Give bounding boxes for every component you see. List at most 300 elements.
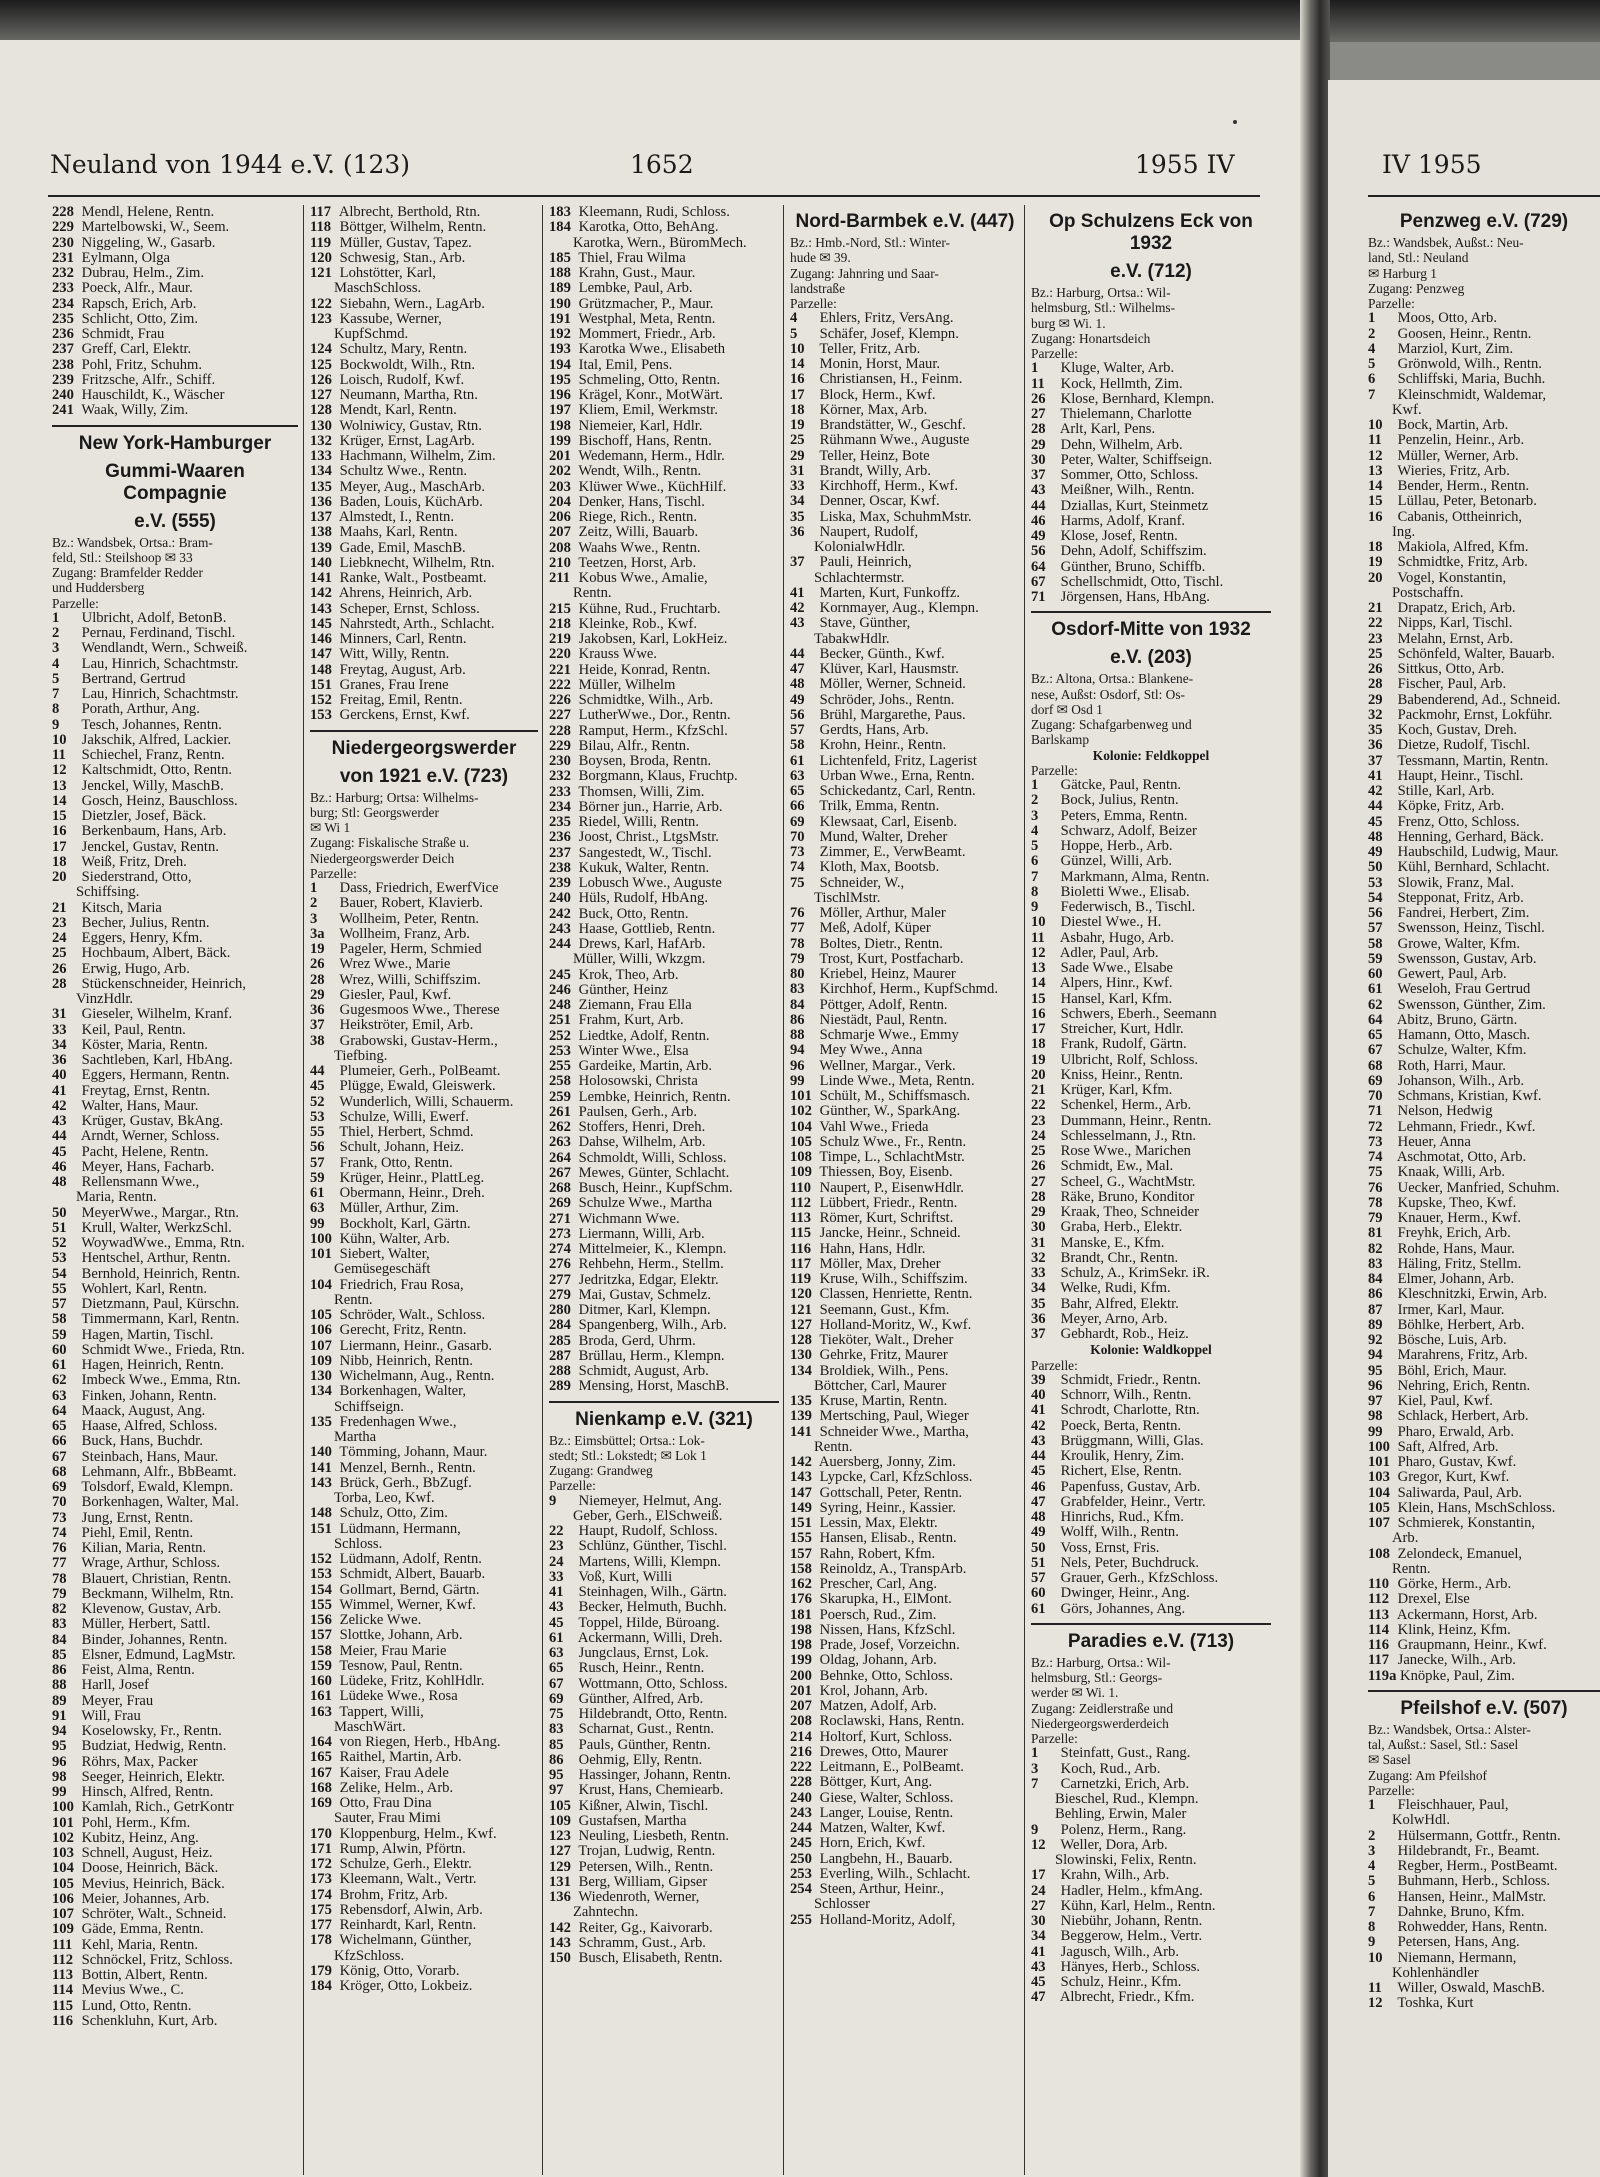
plot-number: 118 [310, 220, 332, 236]
plot-entry [549, 1135, 779, 1150]
tenant-name: Schmidt, Frau [78, 327, 165, 342]
tenant-name: Auersberg, Jonny, Zim. [816, 1455, 956, 1470]
plot-number: 89 [1368, 1317, 1383, 1333]
plot-number: 113 [790, 1211, 812, 1226]
plot-entry [52, 373, 298, 388]
plot-number: 285 [549, 1333, 571, 1349]
plot-entry [549, 525, 779, 540]
association-info: Bz.: Hmb.-Nord, Stl.: Winter- [790, 235, 950, 250]
tenant-name: Denner, Oscar, Kwf. [816, 494, 940, 510]
tenant-name: Röhrs, Max, Packer [78, 1754, 198, 1770]
plot-entry [1368, 1394, 1600, 1409]
tenant-name: Schwesig, Stan., Arb. [336, 250, 466, 266]
plot-entry [1368, 1486, 1600, 1501]
tenant-name: Schmoldt, Willi, Schloss. [575, 1150, 727, 1166]
plot-entry [790, 1791, 1020, 1806]
plot-number: 6 [1031, 854, 1039, 870]
tenant-name: Saft, Alfred, Arb. [1394, 1439, 1499, 1455]
plot-entry [52, 1465, 298, 1480]
plot-entry [549, 1585, 779, 1600]
tenant-name: Schwarz, Adolf, Beizer [1057, 823, 1197, 839]
plot-entry [1031, 1251, 1271, 1266]
plot-entry [1368, 937, 1600, 952]
plot-entry [310, 342, 538, 357]
plot-number: 79 [52, 1586, 67, 1602]
plot-entry [549, 312, 779, 327]
plot-entry [1368, 1059, 1600, 1074]
plot-entry [310, 1079, 538, 1094]
tenant-name: Heikströter, Emil, Arb. [336, 1018, 474, 1034]
tenant-name: Classen, Henriette, Rentn. [816, 1287, 973, 1303]
tenant-name: Federwisch, B., Tischl. [1057, 900, 1196, 915]
plot-number: 56 [790, 707, 805, 723]
plot-entry [790, 1272, 1020, 1287]
tenant-name: Vogel, Konstantin, [1394, 570, 1507, 586]
plot-entry [790, 1287, 1020, 1302]
tenant-name: Buck, Hans, Buchdr. [78, 1434, 203, 1450]
plot-number: 234 [549, 799, 571, 815]
plot-entry [1368, 372, 1600, 387]
header-rule [48, 195, 1260, 197]
tenant-name: Kobus Wwe., Amalie, [575, 571, 708, 586]
tenant-name: Böttger, Wilhelm, Rentn. [336, 220, 487, 236]
plot-number: 202 [549, 464, 571, 480]
plot-entry [52, 1129, 298, 1144]
plot-entry [1368, 1425, 1600, 1440]
tenant-name: Arlt, Karl, Pens. [1057, 422, 1156, 438]
plot-number: 76 [790, 906, 805, 921]
plot-entry [310, 912, 538, 927]
section-rule [52, 425, 298, 427]
tenant-name: Meißner, Wilh., Rentn. [1057, 483, 1195, 499]
tenant-name: Kirchhof, Herm., KupfSchmd. [816, 982, 998, 998]
plot-entry [1031, 560, 1271, 575]
plot-number: 127 [310, 388, 332, 403]
tenant-name: Hagen, Heinrich, Rentn. [78, 1358, 224, 1373]
plot-number: 274 [549, 1242, 571, 1257]
plot-entry [52, 1999, 298, 2014]
tenant-name: Schönfeld, Walter, Bauarb. [1394, 646, 1555, 662]
plot-entry [1368, 1272, 1600, 1287]
tenant-name: Heuer, Anna [1394, 1134, 1471, 1150]
plot-number: 17 [1031, 1868, 1046, 1884]
plot-number: 146 [310, 632, 332, 647]
tenant-name: Teller, Heinz, Bote [816, 448, 930, 464]
tenant-name: Matzen, Walter, Kwf. [816, 1821, 946, 1836]
tenant-name: Kliem, Emil, Werkmstr. [575, 403, 718, 419]
tenant-name: Ziemann, Frau Ella [575, 998, 692, 1013]
plot-entry [52, 840, 298, 855]
plot-number: 141 [310, 1460, 332, 1476]
plot-entry [52, 251, 298, 266]
plot-number: 53 [52, 1251, 67, 1267]
tenant-name: Rusch, Heinr., Rentn. [575, 1661, 705, 1677]
tenant-name: Liermann, Heinr., Gasarb. [336, 1338, 493, 1354]
plot-entry [790, 1608, 1020, 1623]
plot-entry [549, 342, 779, 357]
plot-entry [790, 1364, 1020, 1379]
entry-continuation: VinzHdlr. [76, 992, 134, 1007]
plot-number: 1 [1368, 311, 1376, 327]
tenant-name: Mensing, Horst, MaschB. [575, 1379, 730, 1395]
tenant-name: Kühl, Bernhard, Schlacht. [1394, 860, 1550, 876]
plot-number: 9 [1368, 1935, 1376, 1951]
plot-number: 69 [790, 814, 805, 830]
plot-number: 158 [790, 1561, 812, 1577]
association-info: Zugang: Jahnring und Saar- [790, 265, 939, 281]
plot-entry [1368, 1592, 1600, 1607]
tenant-name: Buhmann, Herb., Schloss. [1394, 1874, 1551, 1890]
tenant-name: Slowik, Franz, Mal. [1394, 875, 1514, 891]
plot-number: 34 [790, 494, 805, 510]
plot-number: 75 [1368, 1165, 1383, 1181]
tenant-name: Giesler, Paul, Kwf. [336, 987, 452, 1003]
tenant-name: Bock, Julius, Rentn. [1057, 793, 1179, 809]
tenant-name: Dwinger, Heinr., Ang. [1057, 1586, 1190, 1602]
tenant-name: Scheel, G., WachtMstr. [1057, 1174, 1196, 1190]
plot-number: 49 [1368, 845, 1383, 860]
tenant-name: Kniss, Heinr., Rentn. [1057, 1067, 1184, 1083]
plot-entry [1031, 1823, 1271, 1838]
plot-entry [1031, 1480, 1271, 1495]
association-info: ✉ Harburg 1 [1368, 265, 1437, 281]
association-heading: Pfeilshof e.V. (507) [1400, 1697, 1568, 1719]
association-heading: Gummi-Waaren Compagnie [105, 460, 245, 504]
tenant-name: Wrez Wwe., Marie [336, 957, 451, 973]
tenant-name: Kroulik, Henry, Zim. [1057, 1449, 1185, 1464]
tenant-name: Kluge, Walter, Arb. [1057, 361, 1175, 377]
plot-entry [310, 495, 538, 510]
tenant-name: Zelicke Wwe. [336, 1613, 422, 1628]
plot-number: 109 [549, 1813, 571, 1829]
tenant-name: Borkenhagen, Walter, Mal. [78, 1495, 239, 1511]
plot-number: 19 [790, 418, 805, 433]
plot-entry [1368, 1981, 1600, 1996]
tenant-name: Hansen, Elisab., Rentn. [816, 1531, 957, 1547]
tenant-name: Seeger, Heinrich, Elektr. [78, 1769, 225, 1785]
tenant-name: Slottke, Johann, Arb. [336, 1628, 463, 1644]
association-info: burg ✉ Wi. 1. [1031, 315, 1106, 331]
plot-entry [1368, 662, 1600, 677]
plot-number: 46 [1031, 513, 1046, 529]
tenant-name: Becher, Julius, Rentn. [78, 915, 210, 931]
plot-number: 6 [1368, 372, 1376, 388]
plot-entry [1031, 1975, 1271, 1990]
plot-number: 277 [549, 1272, 571, 1288]
tenant-name: Schickedantz, Carl, Rentn. [816, 784, 976, 799]
tenant-name: Schellschmidt, Otto, Tischl. [1057, 574, 1224, 590]
plot-entry [310, 1064, 538, 1079]
plot-number: 41 [1031, 1403, 1046, 1419]
plot-entry [1368, 540, 1600, 555]
tenant-name: Marten, Kurt, Funkoffz. [816, 585, 961, 601]
plot-number: 243 [790, 1805, 812, 1821]
plot-number: 235 [549, 815, 571, 830]
tenant-name: Möller, Werner, Schneid. [816, 677, 966, 693]
plot-entry [1368, 1287, 1600, 1302]
tenant-name: Brüllau, Herm., Klempn. [575, 1348, 725, 1364]
column-1 [52, 205, 298, 2029]
entry-continuation: Schlachtermstr. [814, 570, 905, 586]
plot-number: 83 [549, 1722, 564, 1738]
tenant-name: Leitmann, E., PolBeamt. [816, 1760, 964, 1775]
plot-number: 35 [790, 509, 805, 525]
tenant-name: Fredenhagen Wwe., [336, 1414, 457, 1430]
plot-number: 5 [790, 326, 798, 342]
plot-entry [52, 1602, 298, 1617]
plot-entry [790, 708, 1020, 723]
plot-entry [549, 205, 779, 220]
tenant-name: Schmierek, Konstantin, [1394, 1516, 1536, 1531]
plot-number: 128 [790, 1333, 812, 1348]
tenant-name: Naupert, Rudolf, [816, 524, 919, 540]
tenant-name: Ackermann, Horst, Arb. [1394, 1607, 1538, 1623]
plot-number: 61 [52, 1358, 67, 1373]
plot-number: 17 [790, 387, 805, 403]
plot-number: 179 [310, 1963, 332, 1979]
tenant-name: Weiß, Fritz, Dreh. [78, 854, 187, 870]
plot-entry [310, 1445, 538, 1460]
tenant-name: Ditmer, Karl, Klempn. [575, 1303, 711, 1318]
plot-entry [790, 1074, 1020, 1089]
column-divider-2 [542, 205, 543, 2175]
plot-entry [1368, 1669, 1600, 1684]
plot-entry [310, 434, 538, 449]
tenant-name: Zimmer, E., VerwBeamt. [816, 845, 966, 860]
plot-number: 12 [1368, 448, 1383, 464]
plot-entry [310, 1369, 538, 1384]
tenant-name: Tesnow, Paul, Rentn. [336, 1658, 463, 1674]
plot-entry [549, 1196, 779, 1211]
association-info: dorf ✉ Osd 1 [1031, 701, 1103, 717]
entry-continuation: Böttcher, Carl, Maurer [814, 1378, 947, 1394]
plot-number: 69 [52, 1480, 67, 1495]
plot-entry [1368, 1211, 1600, 1226]
association-info: Zugang: Zeidlerstraße und [1031, 1700, 1174, 1716]
tenant-name: Uecker, Manfried, Schuhm. [1394, 1180, 1560, 1196]
tenant-name: Arndt, Werner, Schloss. [78, 1129, 220, 1145]
column-3 [549, 205, 779, 1966]
tenant-name: Petersen, Wilh., Rentn. [575, 1859, 714, 1875]
plot-number: 23 [1031, 1113, 1046, 1129]
plot-number: 55 [52, 1281, 67, 1297]
plot-entry [310, 403, 538, 418]
tenant-name: Hildebrandt, Otto, Rentn. [575, 1707, 728, 1722]
tenant-name: Buck, Otto, Rentn. [575, 906, 689, 922]
tenant-name: Kleschnitzki, Erwin, Arb. [1394, 1287, 1548, 1303]
plot-entry [1031, 1022, 1271, 1037]
plot-number: 237 [549, 845, 571, 861]
tenant-name: Prade, Josef, Vorzeichn. [816, 1638, 960, 1653]
plot-number: 240 [790, 1790, 812, 1806]
plot-number: 245 [790, 1836, 812, 1852]
tenant-name: Brandstätter, W., Geschf. [816, 418, 966, 433]
association-heading: e.V. (712) [1110, 261, 1192, 282]
tenant-name: Heide, Konrad, Rentn. [575, 662, 711, 678]
plot-number: 279 [549, 1287, 571, 1303]
tenant-name: Kleemann, Walt., Vertr. [336, 1872, 477, 1888]
association-heading: Nord-Barmbek e.V. (447) [795, 211, 1015, 232]
plot-entry [310, 1201, 538, 1216]
tenant-name: Kloppenburg, Helm., Kwf. [336, 1826, 497, 1842]
plot-number: 207 [549, 525, 571, 541]
plot-number: 42 [1368, 784, 1383, 799]
plot-number: 34 [1031, 1281, 1046, 1297]
tenant-name: Niggeling, W., Gasarb. [78, 235, 216, 251]
tenant-name: Teller, Fritz, Arb. [816, 341, 921, 357]
plot-entry [549, 1860, 779, 1875]
plot-entry [1368, 677, 1600, 692]
tenant-name: Wellner, Margar., Verk. [816, 1058, 956, 1074]
plot-number: 105 [790, 1134, 812, 1150]
plot-number: 123 [310, 311, 332, 327]
plot-number: 44 [1031, 1449, 1046, 1464]
tenant-name: Tappert, Willi, [336, 1704, 424, 1720]
plot-entry [549, 480, 779, 495]
plot-number: 271 [549, 1211, 571, 1227]
plot-entry [790, 1211, 1020, 1226]
plot-entry [52, 1358, 298, 1373]
plot-entry [549, 1539, 779, 1554]
tenant-name: Schultz Wwe., Rentn. [336, 464, 468, 480]
plot-number: 83 [790, 982, 805, 998]
plot-number: 140 [310, 555, 332, 571]
plot-number: 37 [1031, 1327, 1046, 1342]
tenant-name: Karotka Wwe., Elisabeth [575, 342, 726, 358]
plot-entry [549, 647, 779, 662]
tenant-name: Kruse, Wilh., Schiffszim. [816, 1272, 968, 1287]
plot-entry [790, 982, 1020, 997]
entry-continuation: TabakwHdlr. [814, 631, 890, 647]
plot-number: 18 [790, 402, 805, 418]
tenant-name: Kornmayer, Aug., Klempn. [816, 601, 979, 616]
plot-entry [1031, 1297, 1271, 1312]
tenant-name: Schulz, A., KrimSekr. iR. [1057, 1266, 1210, 1281]
tenant-name: Maack, August, Ang. [78, 1403, 206, 1419]
plot-entry [52, 1251, 298, 1266]
plot-number: 50 [1368, 860, 1383, 876]
plot-number: 68 [52, 1464, 67, 1480]
plot-entry [1368, 418, 1600, 433]
tenant-name: Fritzsche, Alfr., Schiff. [78, 372, 216, 388]
plot-entry [310, 1552, 538, 1567]
plot-number: 201 [549, 449, 571, 464]
plot-entry [52, 870, 298, 885]
tenant-name: Günther, Bruno, Schiffb. [1057, 559, 1206, 575]
plot-number: 107 [1368, 1516, 1390, 1531]
tenant-name: Haupt, Rudolf, Schloss. [575, 1524, 718, 1539]
plot-number: 203 [549, 479, 571, 495]
plot-number: 269 [549, 1196, 571, 1212]
book-gutter [1300, 0, 1330, 2177]
plot-entry [52, 281, 298, 296]
plot-number: 51 [1031, 1555, 1046, 1571]
tenant-name: Müller, Arthur, Zim. [336, 1201, 459, 1217]
plot-entry [1031, 1220, 1271, 1235]
plot-number: 36 [1031, 1311, 1046, 1327]
plot-entry [549, 1013, 779, 1028]
tenant-name: Römer, Kurt, Schriftst. [816, 1211, 954, 1226]
plot-entry [1368, 1120, 1600, 1135]
plot-entry [310, 571, 538, 586]
plot-number: 185 [549, 250, 571, 266]
plot-number: 129 [549, 1859, 571, 1875]
tenant-name: Mewes, Günter, Schlacht. [575, 1165, 730, 1181]
tenant-name: Müller, Gustav, Tapez. [336, 235, 472, 251]
plot-number: 24 [1031, 1883, 1046, 1899]
plot-number: 43 [790, 616, 805, 632]
plot-number: 130 [310, 1369, 332, 1384]
plot-entry [1031, 1586, 1271, 1601]
plot-entry [310, 896, 538, 911]
plot-entry [52, 1739, 298, 1754]
plot-number: 18 [1031, 1037, 1046, 1053]
plot-entry [1031, 1144, 1271, 1159]
association-info: Parzelle: [1368, 296, 1415, 311]
plot-number: 86 [52, 1663, 67, 1678]
plot-number: 120 [790, 1287, 812, 1303]
plot-number: 43 [1031, 1433, 1046, 1449]
association-info: nese, Außst: Osdorf, Stl: Os- [1031, 686, 1185, 702]
tenant-name: Packmohr, Ernst, Lokführ. [1394, 707, 1553, 723]
tenant-name: Schulz Wwe., Fr., Rentn. [816, 1134, 967, 1150]
plot-number: 11 [1031, 376, 1045, 392]
tenant-name: Borgmann, Klaus, Fruchtp. [575, 769, 738, 785]
plot-number: 157 [790, 1546, 812, 1562]
tenant-name: Nibb, Heinrich, Rentn. [336, 1353, 473, 1369]
plot-entry [1031, 1114, 1271, 1129]
plot-number: 56 [310, 1140, 325, 1156]
plot-entry [549, 281, 779, 296]
plot-number: 158 [310, 1643, 332, 1659]
tenant-name: Meier, Johannes, Arb. [78, 1891, 210, 1907]
plot-number: 95 [549, 1768, 564, 1783]
plot-entry [1031, 915, 1271, 930]
plot-number: 22 [1031, 1098, 1046, 1114]
plot-entry [1031, 1037, 1271, 1052]
plot-number: 31 [1031, 1235, 1046, 1251]
plot-entry [310, 1232, 538, 1247]
plot-number: 251 [549, 1013, 571, 1029]
plot-number: 244 [790, 1821, 812, 1836]
tenant-name: Schmidt, Friedr., Rentn. [1057, 1372, 1201, 1388]
plot-entry [1031, 1098, 1271, 1113]
tenant-name: Joost, Christ., LtgsMstr. [575, 830, 719, 846]
plot-number: 145 [310, 616, 332, 632]
plot-number: 89 [52, 1693, 67, 1709]
tenant-name: Peters, Emma, Rentn. [1057, 808, 1188, 824]
plot-entry [52, 1877, 298, 1892]
plot-entry [52, 1694, 298, 1709]
association-info: Zugang: Am Pfeilshof [1368, 1767, 1488, 1783]
plot-entry [1031, 1556, 1271, 1571]
plot-number: 153 [310, 1567, 332, 1583]
plot-number: 105 [310, 1308, 332, 1323]
tenant-name: Waak, Willy, Zim. [78, 403, 189, 419]
plot-number: 14 [790, 357, 805, 372]
plot-entry [52, 1511, 298, 1526]
entry-continuation: KupfSchmd. [334, 327, 409, 342]
plot-entry [1368, 967, 1600, 982]
entry-continuation: Torba, Leo, Kwf. [334, 1491, 435, 1506]
tenant-name: Dietzmann, Paul, Kürschn. [78, 1297, 240, 1312]
plot-number: 41 [52, 1083, 67, 1099]
entry-continuation: Rentn. [334, 1292, 373, 1308]
plot-entry [549, 1090, 779, 1105]
plot-entry [549, 403, 779, 418]
tenant-name: Klüver, Karl, Hausmstr. [816, 662, 959, 677]
plot-number: 228 [52, 205, 74, 220]
